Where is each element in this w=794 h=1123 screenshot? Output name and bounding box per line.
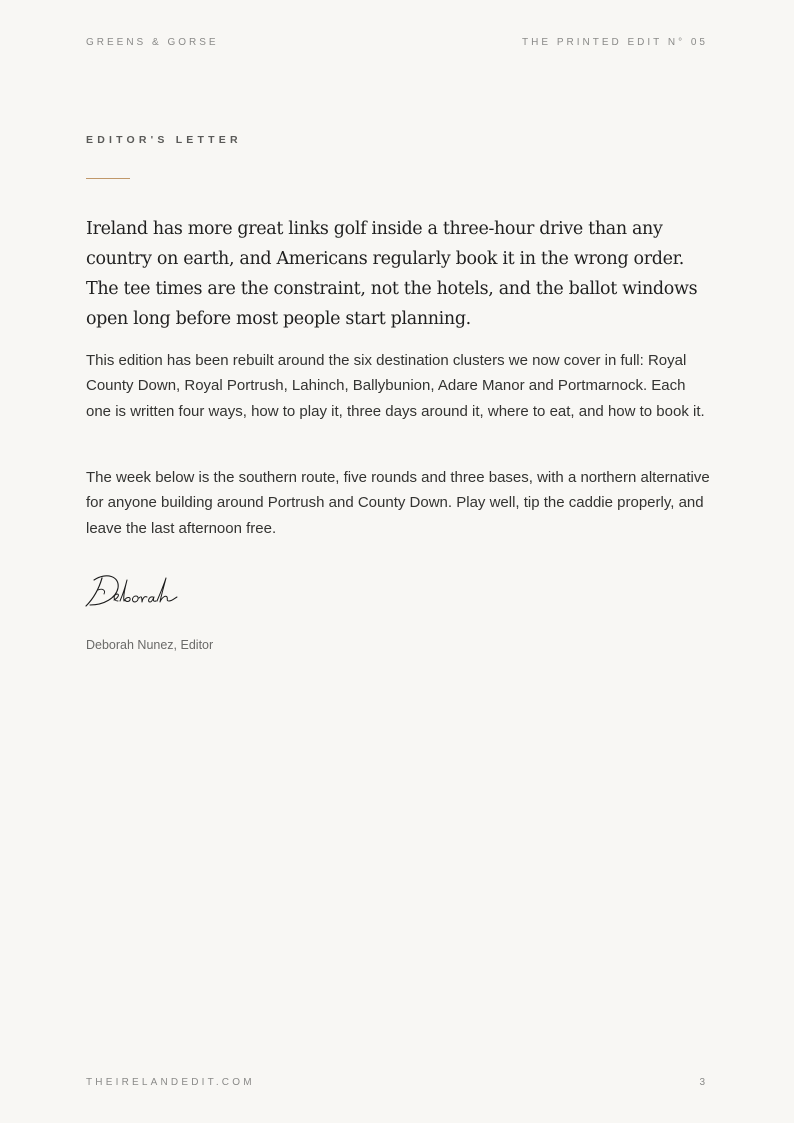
lede-paragraph: Ireland has more great links golf inside a three-hour drive than any country on earth, and Americans regularly book it in the wrong order. The tee times are the constraint, not the hotels, and the ballot windows open long before most people start planning. [86, 219, 698, 329]
editor-signoff: Deborah Nunez, Editor [86, 638, 214, 652]
edition-label: THE PRINTED EDIT N° 05 [522, 37, 708, 48]
body-paragraph-1: This edition has been rebuilt around the six destination clusters we now cover in full: Royal County Down, Royal Portrush, Lahinch, Ballybunion, Adare Manor and Portmarnock. Each one is written four ways, how to play it, three days around it, where to eat, and how to book it. [86, 352, 705, 420]
section-label: EDITOR'S LETTER [86, 134, 242, 146]
accent-divider [86, 178, 130, 179]
body-paragraph-2: The week below is the southern route, five rounds and three bases, with a northern alternative for anyone building around Portrush and County Down. Play well, tip the caddie properly, and leave the last afternoon free. [86, 469, 710, 537]
handwritten-signature [84, 570, 184, 610]
page-number: 3 [699, 1077, 706, 1088]
publication-brand: GREENS & GORSE [86, 37, 219, 48]
footer-website: THEIRELANDEDIT.COM [86, 1077, 255, 1088]
